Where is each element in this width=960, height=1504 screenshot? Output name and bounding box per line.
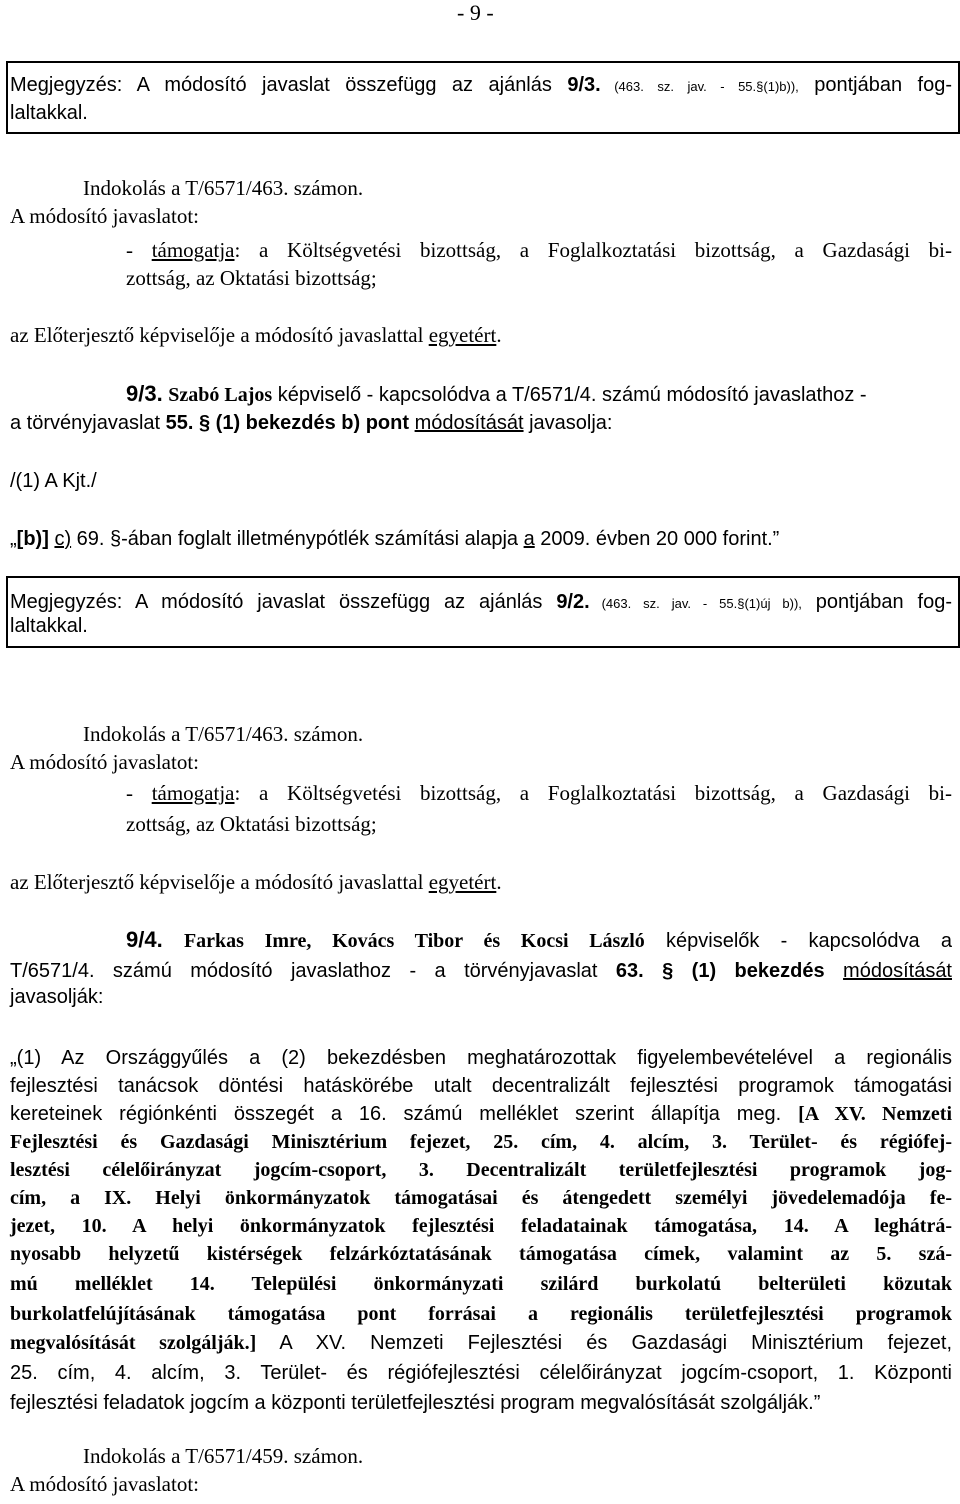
tamogatja-2-line-2: zottság, az Oktatási bizottság; [126,812,377,836]
quote-line-7: jezet, 10. A helyi önkormányzatok fejlesztési feladatainak támogatása, 14. A leghátrá- [10,1215,952,1237]
quote-line-13: fejlesztési feladatok jogcím a központi területfejlesztési program megvalósítását szolgálják.” [10,1392,821,1414]
quote-line-12: 25. cím, 4. alcím, 3. Terület- és régiófejlesztési célelőirányzat jogcím-csoport, 1. Központi [10,1362,952,1384]
page-number: - 9 - [457,0,494,25]
quote-line-2: fejlesztési tanácsok döntési hatáskörébe utalt decentralizált fejlesztési programok támogatási [10,1075,952,1097]
javaslatot-3: A módosító javaslatot: [10,1472,199,1496]
note-1-line-2: laltakkal. [10,102,88,124]
item-9-4-line-2: T/6571/4. számú módosító javaslathoz - a törvényjavaslat 63. § (1) bekezdés módosítását [10,960,952,982]
quote-line-3: kereteinek régiónkénti összegét a 16. számú melléklet szerint állapítja meg. [A XV. Nemzeti [10,1103,952,1125]
item-9-4-line-3: javasolják: [10,986,104,1008]
eloterjeszto-1: az Előterjesztő képviselője a módosító javaslattal egyetért. [10,323,502,347]
javaslatot-1: A módosító javaslatot: [10,204,199,228]
item-9-4-line-1: 9/4. Farkas Imre, Kovács Tibor és Kocsi László képviselők - kapcsolódva a [126,927,953,952]
javaslatot-2: A módosító javaslatot: [10,750,199,774]
item-9-3-line-2: a törvényjavaslat 55. § (1) bekezdés b) pont módosítását javasolja: [10,412,613,434]
item-9-3-line-1: 9/3. Szabó Lajos képviselő - kapcsolódva a T/6571/4. számú módosító javaslathoz - [126,381,867,406]
quote-line-6: cím, a IX. Helyi önkormányzatok támogatásai és átengedett személyi jövedelemadója fe- [10,1187,952,1209]
note-2-line-1: Megjegyzés: A módosító javaslat összefügg az ajánlás 9/2. (463. sz. jav. - 55.§(1)új b)), pontjában fog- [10,591,953,613]
indokolas-2: Indokolás a T/6571/463. számon. [83,722,364,746]
note-2-line-2: laltakkal. [10,615,88,637]
quote-line-4: Fejlesztési és Gazdasági Minisztérium fejezet, 25. cím, 4. alcím, 3. Terület- és régiófej- [10,1131,952,1153]
quote-line-8: nyosabb helyzetű kistérségek felzárkóztatásának támogatása címek, valamint az 5. szá- [10,1243,952,1265]
item-9-3-kjt: /(1) A Kjt./ [10,470,97,492]
eloterjeszto-2: az Előterjesztő képviselője a módosító javaslattal egyetért. [10,870,502,894]
quote-line-11: megvalósítását szolgálják.] A XV. Nemzeti Fejlesztési és Gazdasági Minisztérium fejezet, [10,1332,952,1354]
quote-line-1: „(1) Az Országgyűlés a (2) bekezdésben meghatározottak figyelembevételével a regionális [10,1047,952,1069]
quote-line-10: burkolatfelújításának támogatása pont forrásai a regionális területfejlesztési programok [10,1303,952,1325]
indokolas-3: Indokolás a T/6571/459. számon. [83,1444,364,1468]
quote-line-9: mú melléklet 14. Települési önkormányzati szilárd burkolatú belterületi közutak [10,1273,952,1295]
tamogatja-1-line-2: zottság, az Oktatási bizottság; [126,266,377,290]
note-1-line-1: Megjegyzés: A módosító javaslat összefügg az ajánlás 9/3. (463. sz. jav. - 55.§(1)b)), pontjában fog- [10,74,953,96]
tamogatja-2: - támogatja: a Költségvetési bizottság, a Foglalkoztatási bizottság, a Gazdasági bi- [126,781,952,805]
indokolas-1: Indokolás a T/6571/463. számon. [83,176,364,200]
quote-line-5: lesztési célelőirányzat jogcím-csoport, 3. Decentralizált területfejlesztési programok jog- [10,1159,952,1181]
tamogatja-1: - támogatja: a Költségvetési bizottság, a Foglalkoztatási bizottság, a Gazdasági bi- [126,238,952,262]
item-9-3-quote: „[b)] c) 69. §-ában foglalt illetménypótlék számítási alapja a 2009. évben 20 000 forint.” [10,528,780,550]
